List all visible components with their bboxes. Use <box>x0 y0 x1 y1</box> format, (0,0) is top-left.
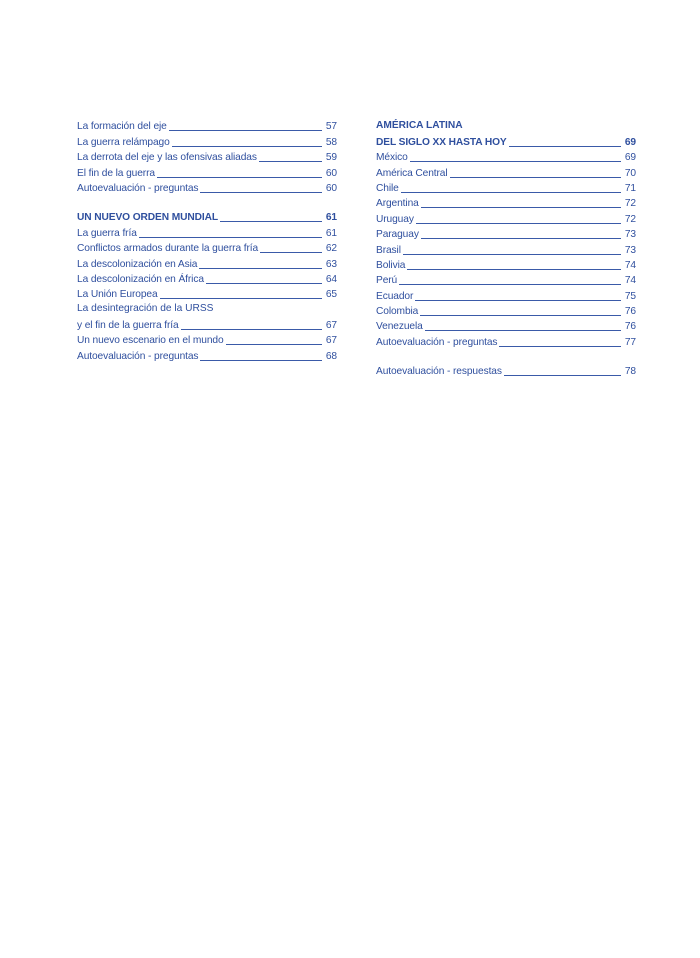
leader-line <box>450 177 621 178</box>
toc-entry-label: Bolivia <box>376 259 406 271</box>
toc-entry-label: Autoevaluación - preguntas <box>77 350 199 362</box>
toc-entry-label: Colombia <box>376 306 419 318</box>
toc-entry[interactable] <box>77 149 337 164</box>
toc-entry[interactable] <box>376 241 636 256</box>
toc-section-heading[interactable] <box>77 209 337 224</box>
toc-entry[interactable] <box>376 195 636 210</box>
toc-entry[interactable] <box>376 164 636 179</box>
leader-line <box>199 268 322 269</box>
leader-line <box>160 298 322 299</box>
toc-entry[interactable] <box>376 257 636 272</box>
toc-entry-page: 78 <box>624 366 636 378</box>
leader-line <box>157 177 322 178</box>
toc-entry[interactable] <box>77 164 337 179</box>
leader-line <box>421 238 621 239</box>
toc-entry[interactable] <box>77 240 337 255</box>
section-heading-page: 61 <box>325 212 337 224</box>
toc-entry-label: Perú <box>376 275 398 287</box>
toc-entry[interactable] <box>77 271 337 286</box>
toc-entry[interactable] <box>376 272 636 287</box>
leader-line <box>425 330 621 331</box>
leader-line <box>509 146 621 147</box>
toc-entry[interactable] <box>376 287 636 302</box>
toc-entry-label: La descolonización en Asia <box>77 258 198 270</box>
leader-line <box>226 344 322 345</box>
toc-left-column <box>77 118 337 363</box>
toc-entry-label: La guerra fría <box>77 227 137 239</box>
toc-entry-label: La descolonización en África <box>77 273 204 285</box>
toc-entry-page: 71 <box>624 182 636 194</box>
toc-entry-label: Uruguay <box>376 213 414 225</box>
toc-entry-label: Autoevaluación - preguntas <box>376 336 498 348</box>
toc-entry-label: Un nuevo escenario en el mundo <box>77 335 224 347</box>
toc-entry[interactable] <box>77 180 337 195</box>
toc-entry[interactable] <box>376 363 636 378</box>
toc-entry-page: 76 <box>624 321 636 333</box>
toc-entry[interactable] <box>77 347 337 362</box>
toc-entry-page: 63 <box>325 258 337 270</box>
toc-entry-page: 67 <box>325 320 337 332</box>
toc-entry[interactable] <box>376 226 636 241</box>
leader-line <box>172 146 322 147</box>
section-heading-line1[interactable]: AMÉRICA LATINA <box>376 120 463 131</box>
leader-line <box>260 252 322 253</box>
leader-line <box>499 346 621 347</box>
section-gap <box>376 349 636 363</box>
toc-entry-label: El fin de la guerra <box>77 167 155 179</box>
toc-entry[interactable] <box>77 286 337 301</box>
section-heading-page: 69 <box>624 136 636 148</box>
leader-line <box>504 375 621 376</box>
toc-entry-label: y el fin de la guerra fría <box>77 320 179 332</box>
toc-entry-page: 74 <box>624 275 636 287</box>
leader-line <box>421 207 621 208</box>
leader-line <box>415 300 621 301</box>
toc-entry-label: Brasil <box>376 244 401 256</box>
toc-entry[interactable] <box>77 133 337 148</box>
toc-entry-page: 72 <box>624 213 636 225</box>
toc-entry[interactable] <box>77 255 337 270</box>
leader-line <box>416 223 621 224</box>
toc-entry-page: 60 <box>325 182 337 194</box>
toc-entry[interactable] <box>77 317 337 332</box>
toc-entry[interactable] <box>77 118 337 133</box>
toc-entry[interactable] <box>376 180 636 195</box>
leader-line <box>200 192 322 193</box>
toc-entry-page: 61 <box>325 227 337 239</box>
toc-entry-page: 62 <box>325 243 337 255</box>
toc-entry[interactable] <box>376 333 636 348</box>
leader-line <box>169 130 322 131</box>
leader-line <box>407 269 621 270</box>
leader-line <box>220 221 322 222</box>
toc-entry-label: Chile <box>376 182 399 194</box>
toc-entry-label: Autoevaluación - preguntas <box>77 182 199 194</box>
toc-entry-label: La Unión Europea <box>77 289 158 301</box>
toc-entry-label: La formación del eje <box>77 121 167 133</box>
toc-entry-page: 74 <box>624 259 636 271</box>
toc-entry-page: 64 <box>325 273 337 285</box>
toc-entry[interactable] <box>376 318 636 333</box>
toc-entry-page: 67 <box>325 335 337 347</box>
toc-entry-page: 59 <box>325 152 337 164</box>
toc-entry-label: Paraguay <box>376 229 419 241</box>
toc-entry-label: Conflictos armados durante la guerra fría <box>77 243 259 255</box>
toc-entry-page: 75 <box>624 290 636 302</box>
toc-entry-page: 70 <box>624 167 636 179</box>
toc-entry[interactable] <box>77 332 337 347</box>
section-heading-label: UN NUEVO ORDEN MUNDIAL <box>77 212 218 224</box>
toc-entry-label: Autoevaluación - respuestas <box>376 366 502 378</box>
toc-entry-label: Argentina <box>376 198 419 210</box>
toc-section-heading[interactable] <box>376 133 636 148</box>
toc-entry-page: 77 <box>624 336 636 348</box>
toc-entry-label: La guerra relámpago <box>77 136 170 148</box>
leader-line <box>259 161 322 162</box>
toc-entry-page: 57 <box>325 121 337 133</box>
toc-entry-label: Venezuela <box>376 321 423 333</box>
leader-line <box>181 329 322 330</box>
leader-line <box>206 283 322 284</box>
leader-line <box>401 192 621 193</box>
toc-entry-page: 72 <box>624 198 636 210</box>
toc-entry-label: Ecuador <box>376 290 414 302</box>
toc-entry-label: La derrota del eje y las ofensivas aliadas <box>77 152 257 164</box>
toc-entry[interactable] <box>376 303 636 318</box>
toc-entry-page: 73 <box>624 244 636 256</box>
toc-entry-page: 68 <box>325 350 337 362</box>
toc-entry-label: América Central <box>376 167 448 179</box>
toc-entry-page: 76 <box>624 306 636 318</box>
toc-entry-label: México <box>376 152 408 164</box>
leader-line <box>420 315 621 316</box>
toc-entry[interactable] <box>77 224 337 239</box>
toc-entry-label-line1[interactable]: La desintegración de la URSS <box>77 303 214 315</box>
leader-line <box>403 254 621 255</box>
toc-entry[interactable] <box>376 210 636 225</box>
leader-line <box>399 284 621 285</box>
toc-right-column <box>376 118 636 378</box>
toc-entry-page: 69 <box>624 152 636 164</box>
toc-entry-page: 73 <box>624 229 636 241</box>
leader-line <box>410 161 621 162</box>
section-heading-label: DEL SIGLO XX HASTA HOY <box>376 136 507 148</box>
section-gap <box>77 195 337 209</box>
toc-entry[interactable] <box>376 149 636 164</box>
leader-line <box>139 237 322 238</box>
toc-entry-page: 60 <box>325 167 337 179</box>
toc-entry-page: 58 <box>325 136 337 148</box>
toc-entry-page: 65 <box>325 289 337 301</box>
leader-line <box>200 360 322 361</box>
